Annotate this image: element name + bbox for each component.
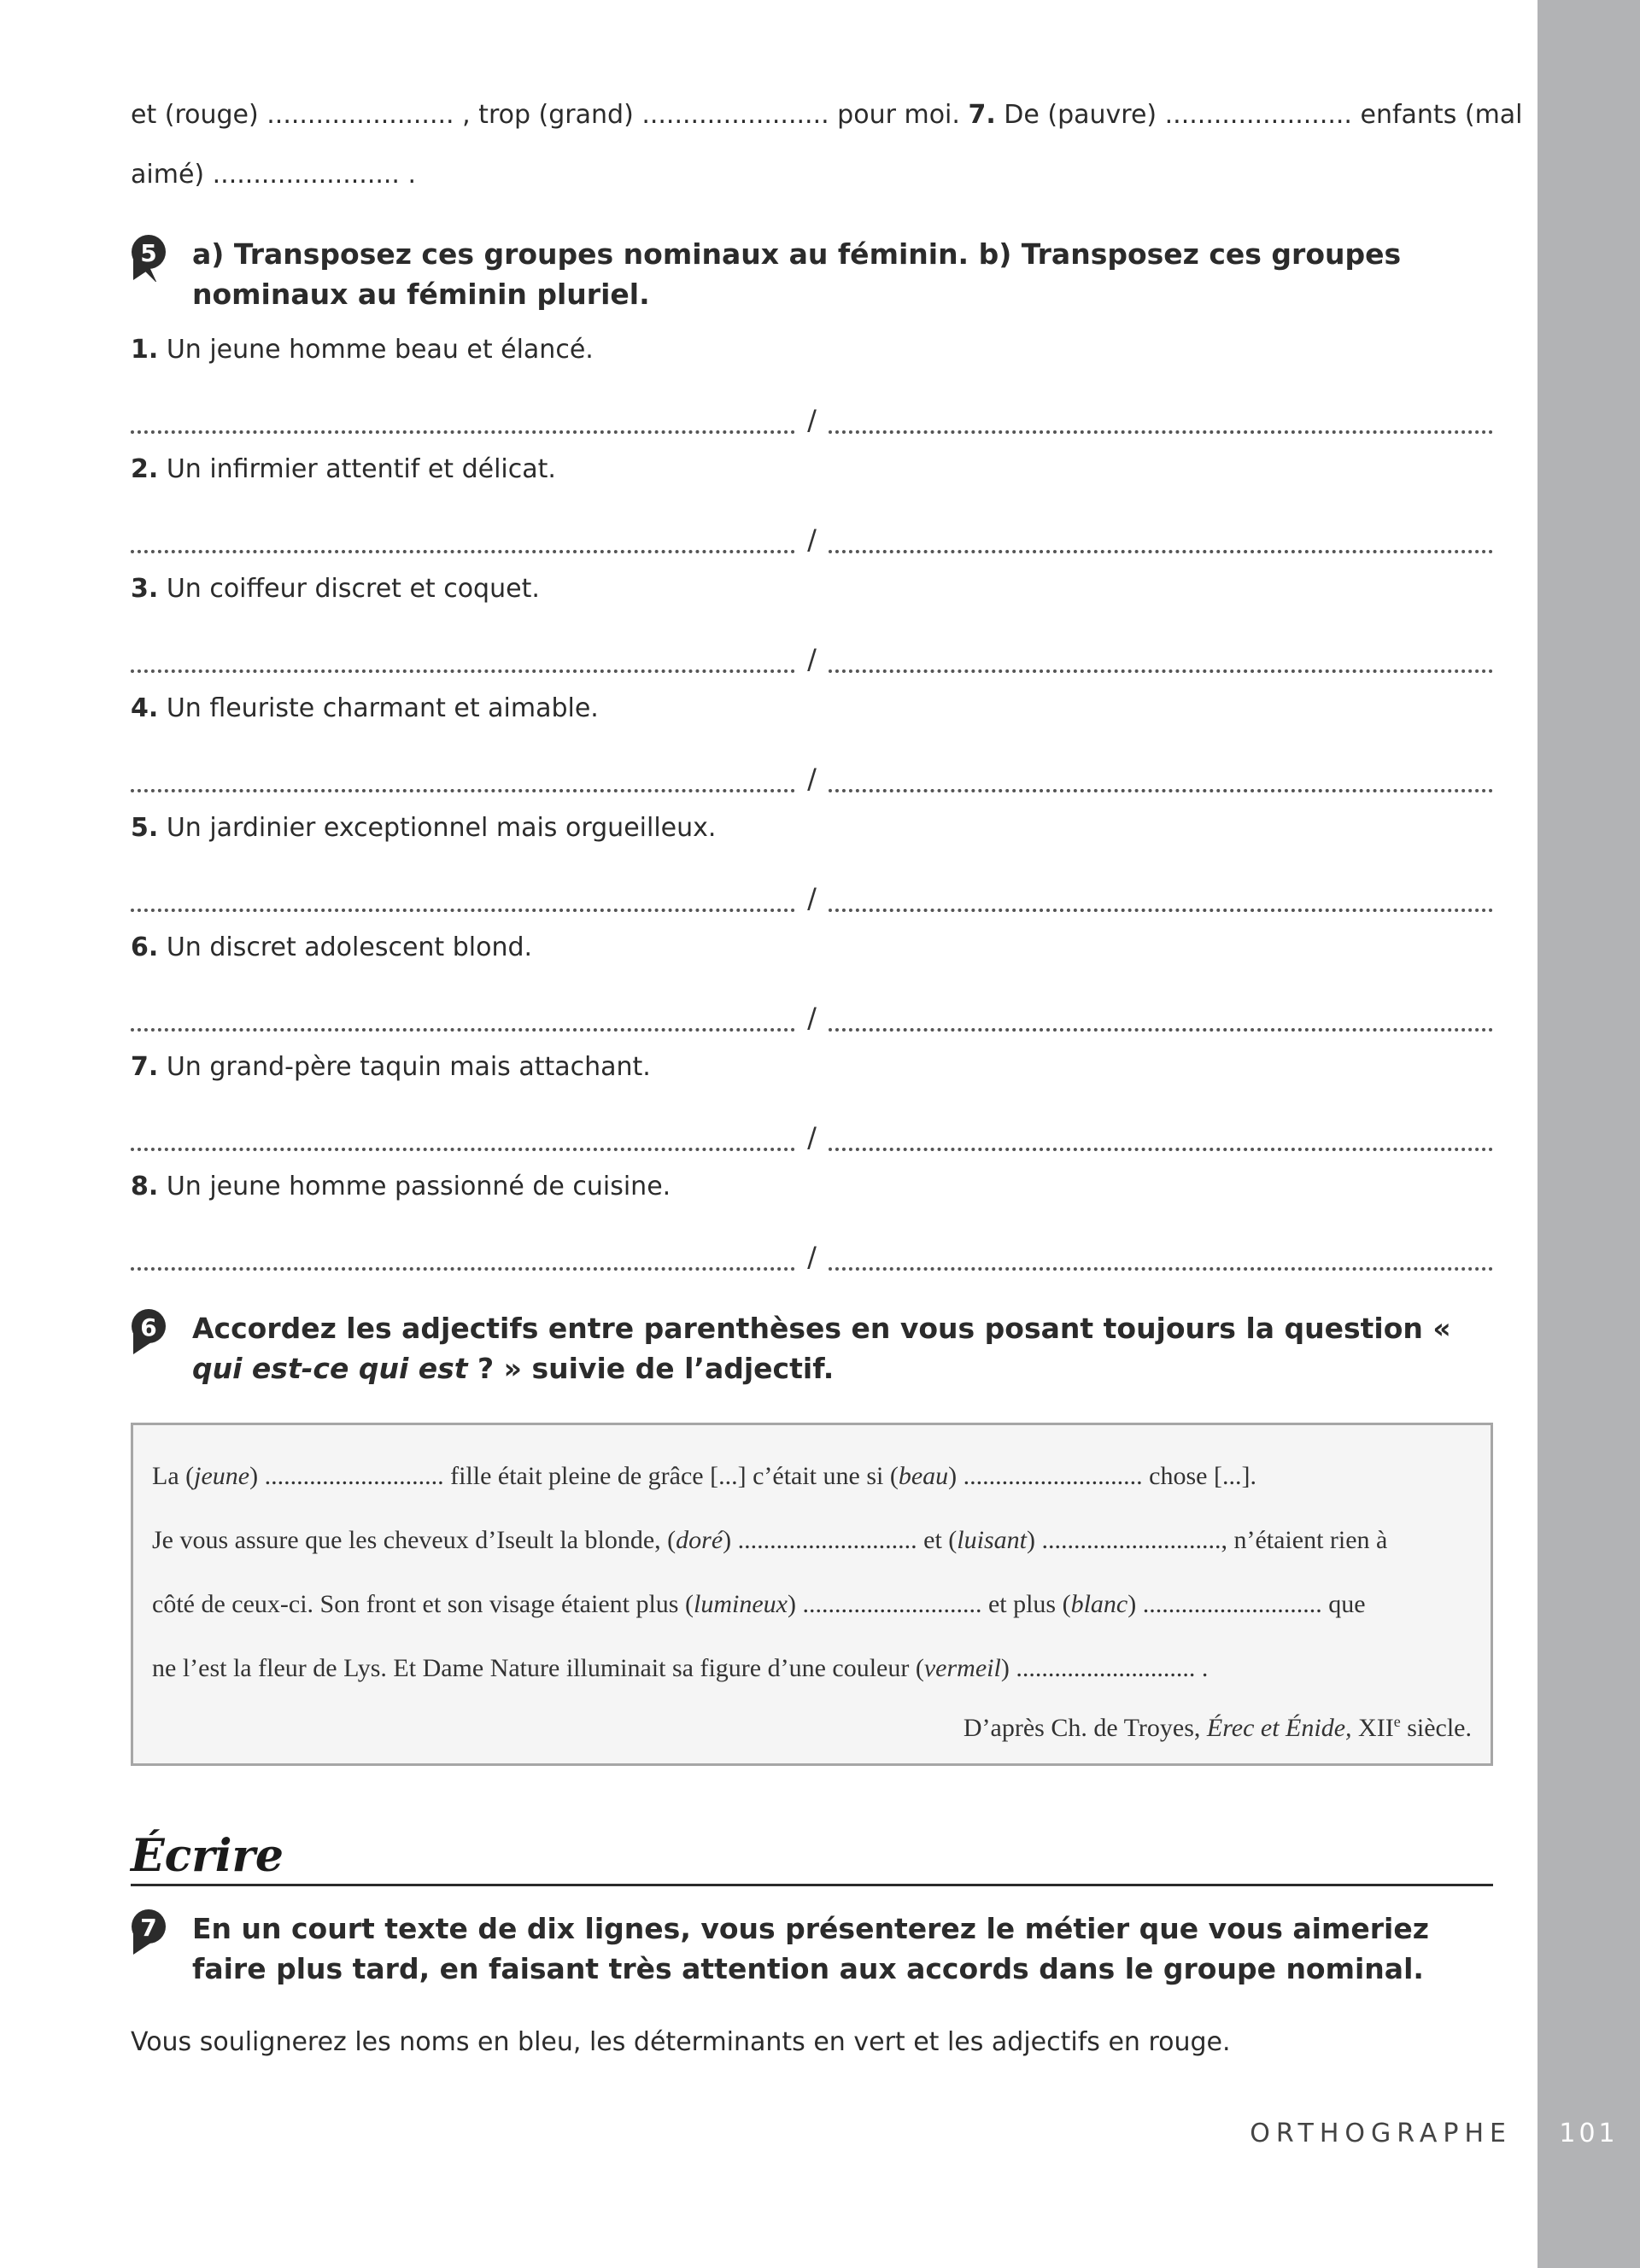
quote-source: D’après Ch. de Troyes, Érec et Énide, XIIe siècle.	[963, 1713, 1472, 1742]
section-footer-label: ORTHOGRAPHE	[1250, 2118, 1512, 2148]
list-item: 6. Un discret adolescent blond.	[131, 932, 533, 962]
quote-line-3: côté de ceux-ci. Son front et son visage étaient plus (lumineux) ............................ et plus (blanc) ............................ que	[152, 1590, 1366, 1618]
quote-line-4: ne l’est la fleur de Lys. Et Dame Nature illuminait sa figure d’une couleur (vermeil) ............................ .	[152, 1654, 1209, 1682]
exercise-7-note: Vous soulignerez les noms en bleu, les déterminants en vert et les adjectifs en rouge.	[131, 2027, 1231, 2057]
quoted-text-box	[131, 1423, 1493, 1766]
answer-blank-plural[interactable]	[829, 1267, 1493, 1271]
exercise-badge-icon: 5	[131, 234, 173, 280]
answer-blank-feminine[interactable]	[131, 789, 795, 792]
list-item: 8. Un jeune homme passionné de cuisine.	[131, 1172, 671, 1201]
answer-blank-feminine[interactable]	[131, 1148, 795, 1151]
list-item: 5. Un jardinier exceptionnel mais orgueilleux.	[131, 813, 717, 843]
page-number: 101	[1559, 2118, 1619, 2148]
exercise-7-instruction: 7 En un court texte de dix lignes, vous présenterez le métier que vous aimeriez faire plus tard, en faisant très attention aux accords dans le groupe nominal.	[131, 1909, 1493, 1989]
answer-line[interactable]: /	[131, 625, 1493, 673]
answer-blank-plural[interactable]	[829, 789, 1493, 792]
answer-line[interactable]: /	[131, 506, 1493, 553]
answer-blank-feminine[interactable]	[131, 430, 795, 434]
answer-blank-feminine[interactable]	[131, 1028, 795, 1032]
exercise-badge-icon: 6	[131, 1308, 173, 1354]
list-item: 2. Un infirmier attentif et délicat.	[131, 454, 556, 484]
answer-blank-plural[interactable]	[829, 550, 1493, 553]
answer-blank-feminine[interactable]	[131, 550, 795, 553]
intro-line-2: aimé) ....................... .	[131, 160, 417, 190]
answer-blank-plural[interactable]	[829, 430, 1493, 434]
quote-line-2: Je vous assure que les cheveux d’Iseult la blonde, (doré) ............................ et (luisant) ............................, n’étaient rien à	[152, 1526, 1388, 1554]
list-item: 3. Un coiffeur discret et coquet.	[131, 574, 540, 604]
answer-blank-plural[interactable]	[829, 1028, 1493, 1032]
list-item: 7. Un grand-père taquin mais attachant.	[131, 1052, 651, 1082]
page-edge-band	[1538, 0, 1640, 2268]
intro-line-1: et (rouge) ....................... , trop (grand) ....................... pour moi. 7. De (pauvre) ....................... enfants (mal	[131, 100, 1523, 130]
answer-line[interactable]: /	[131, 386, 1493, 434]
exercise-5-items	[131, 333, 1493, 1271]
exercise-6-instruction: 6 Accordez les adjectifs entre parenthèses en vous posant toujours la question « qui est-ce qui est ? » suivie de l’adjectif.	[131, 1308, 1493, 1388]
answer-blank-feminine[interactable]	[131, 909, 795, 912]
answer-line[interactable]: /	[131, 984, 1493, 1032]
answer-blank-feminine[interactable]	[131, 1267, 795, 1271]
answer-line[interactable]: /	[131, 745, 1493, 792]
answer-blank-plural[interactable]	[829, 1148, 1493, 1151]
list-item: 4. Un fleuriste charmant et aimable.	[131, 693, 599, 723]
answer-blank-feminine[interactable]	[131, 669, 795, 673]
list-item: 1. Un jeune homme beau et élancé.	[131, 335, 594, 365]
exercise-badge-icon: 7	[131, 1909, 173, 1955]
quote-line-1: La (jeune) ............................ fille était pleine de grâce [...] c’était une si (beau) ............................ chose [...].	[152, 1462, 1256, 1490]
page-content	[131, 94, 1523, 2064]
answer-line[interactable]: /	[131, 1223, 1493, 1271]
answer-line[interactable]: /	[131, 1103, 1493, 1151]
answer-line[interactable]: /	[131, 864, 1493, 912]
exercise-5-instruction: 5 a) Transposez ces groupes nominaux au féminin. b) Transposez ces groupes nominaux au féminin pluriel.	[131, 234, 1493, 314]
section-heading-ecrire: Écrire	[131, 1817, 1493, 1886]
answer-blank-plural[interactable]	[829, 669, 1493, 673]
answer-blank-plural[interactable]	[829, 909, 1493, 912]
